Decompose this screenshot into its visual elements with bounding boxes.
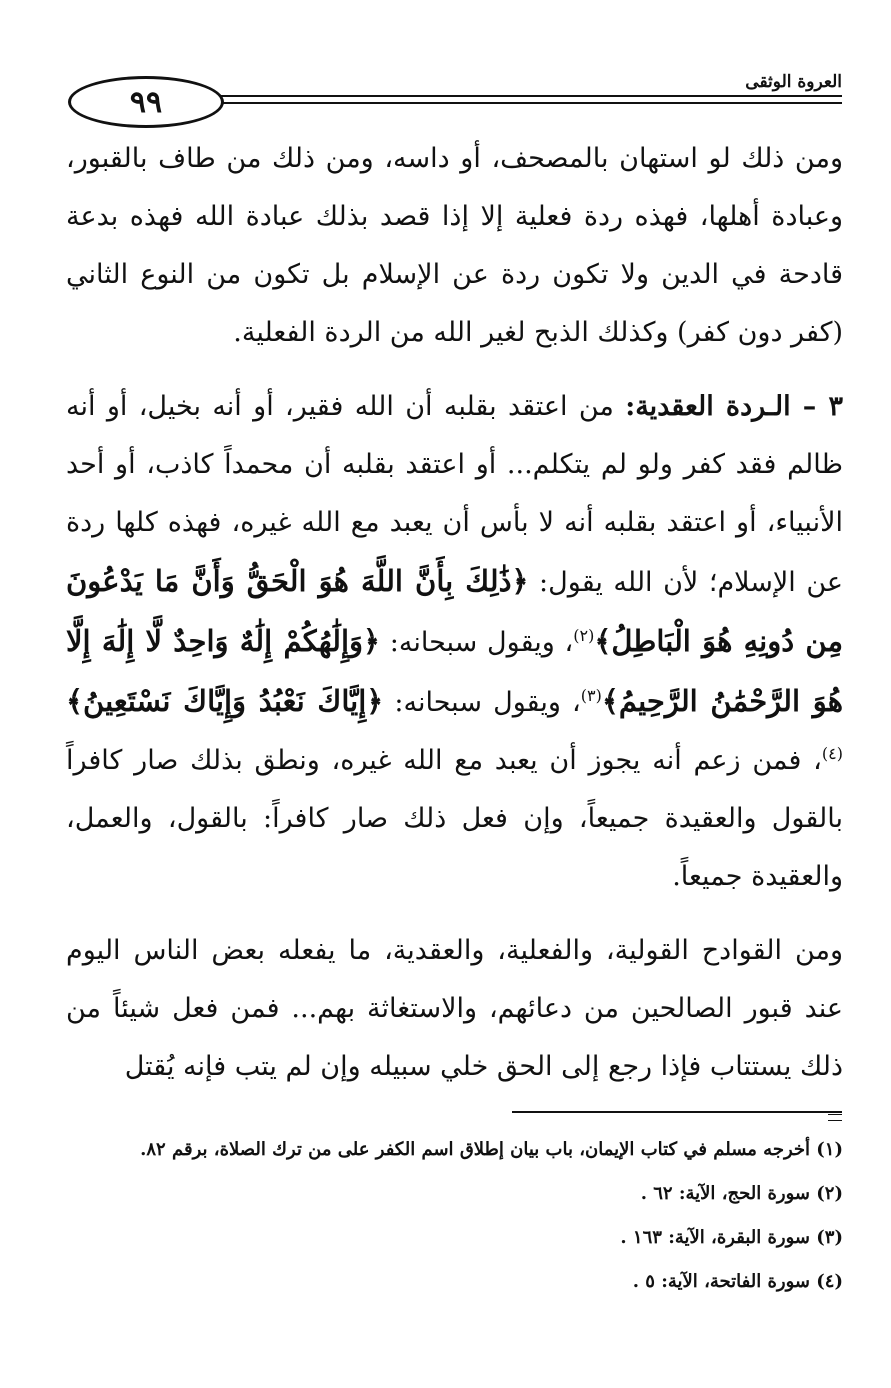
- paragraph-2-text-b: ، ويقول سبحانه:: [380, 627, 574, 658]
- paragraph-2-text-c: ، ويقول سبحانه:: [383, 687, 581, 718]
- footnote-ref-4: (٤): [821, 744, 843, 763]
- footnotes: [60, 1128, 843, 1304]
- footnote-ref-3: (٣): [580, 686, 602, 705]
- footnote-2: (٢) سورة الحج، الآية: ٦٢ .: [640, 1183, 843, 1204]
- footnote-3: (٣) سورة البقرة، الآية: ١٦٣ .: [620, 1227, 843, 1248]
- section-heading: ٣ – الـردة العقدية:: [625, 391, 843, 422]
- paragraph-1: ومن ذلك لو استهان بالمصحف، أو داسه، ومن ذلك من طاف بالقبور، وعبادة أهلها، فهذه ردة فعلية إلا إذا قصد بذلك عبادة الله فهذه بدعة قادحة في الدين ولا تكون ردة عن الإسلام بل تكون من النوع الثاني (كفر دون كفر) وكذلك الذبح لغير الله من الردة الفعلية.: [66, 143, 843, 348]
- paragraph-3: ومن القوادح القولية، والفعلية، والعقدية، ما يفعله بعض الناس اليوم عند قبور الصالحين من دعائهم، والاستغاثة بهم... فمن فعل شيئاً من ذلك يستتاب فإذا رجع إلى الحق خلي سبيله وإن لم يتب فإنه يُقتل: [66, 935, 843, 1082]
- page-number: ٩٩: [68, 76, 224, 128]
- footnote-separator: [512, 1111, 842, 1113]
- main-text: [66, 130, 843, 1096]
- header-rule: [220, 95, 842, 97]
- footnote-4: (٤) سورة الفاتحة، الآية: ٥ .: [632, 1271, 843, 1292]
- paragraph-2-text-d: ، فمن زعم أنه يجوز أن يعبد مع الله غيره، ونطق بذلك صار كافراً بالقول والعقيدة جميعاً، وإن فعل ذلك صار كافراً: بالقول، والعمل، والعقيدة جميعاً.: [66, 745, 843, 892]
- running-title: العروة الوثقى: [737, 72, 842, 92]
- paragraph-2-text-a: من اعتقد بقلبه أن الله فقير، أو أنه بخيل، أو أنه ظالم فقد كفر ولو لم يتكلم... أو اعتقد بقلبه أن محمداً كاذب، أو أحد الأنبياء، أو اعتقد بقلبه أنه لا بأس أن يعبد مع الله غيره، فهذه كلها ردة عن الإسلام؛ لأن الله يقول:: [66, 391, 844, 598]
- quran-verse-2: ﴿وَإِلَٰهُكُمْ إِلَٰهٌ وَاحِدٌ لَّا إِلَٰهَ إِلَّا هُوَ الرَّحْمَٰنُ الرَّحِيمُ﴾: [66, 624, 843, 718]
- paragraph-2: [66, 378, 843, 906]
- quran-verse-3: ﴿إِيَّاكَ نَعْبُدُ وَإِيَّاكَ نَسْتَعِينُ﴾: [66, 684, 384, 718]
- footnote-1: (١) أخرجه مسلم في كتاب الإيمان، باب بيان إطلاق اسم الكفر على من ترك الصلاة، برقم ٨٢.: [140, 1139, 843, 1160]
- footnote-ref-2: (٢): [573, 626, 595, 645]
- page-header: [60, 70, 850, 130]
- continuation-mark: [828, 1114, 842, 1121]
- quran-verse-1: ﴿ذَٰلِكَ بِأَنَّ اللَّهَ هُوَ الْحَقُّ وَأَنَّ مَا يَدْعُونَ مِن دُونِهِ هُوَ الْبَاطِلُ﴾: [66, 564, 843, 658]
- header-rule-double: [220, 102, 842, 104]
